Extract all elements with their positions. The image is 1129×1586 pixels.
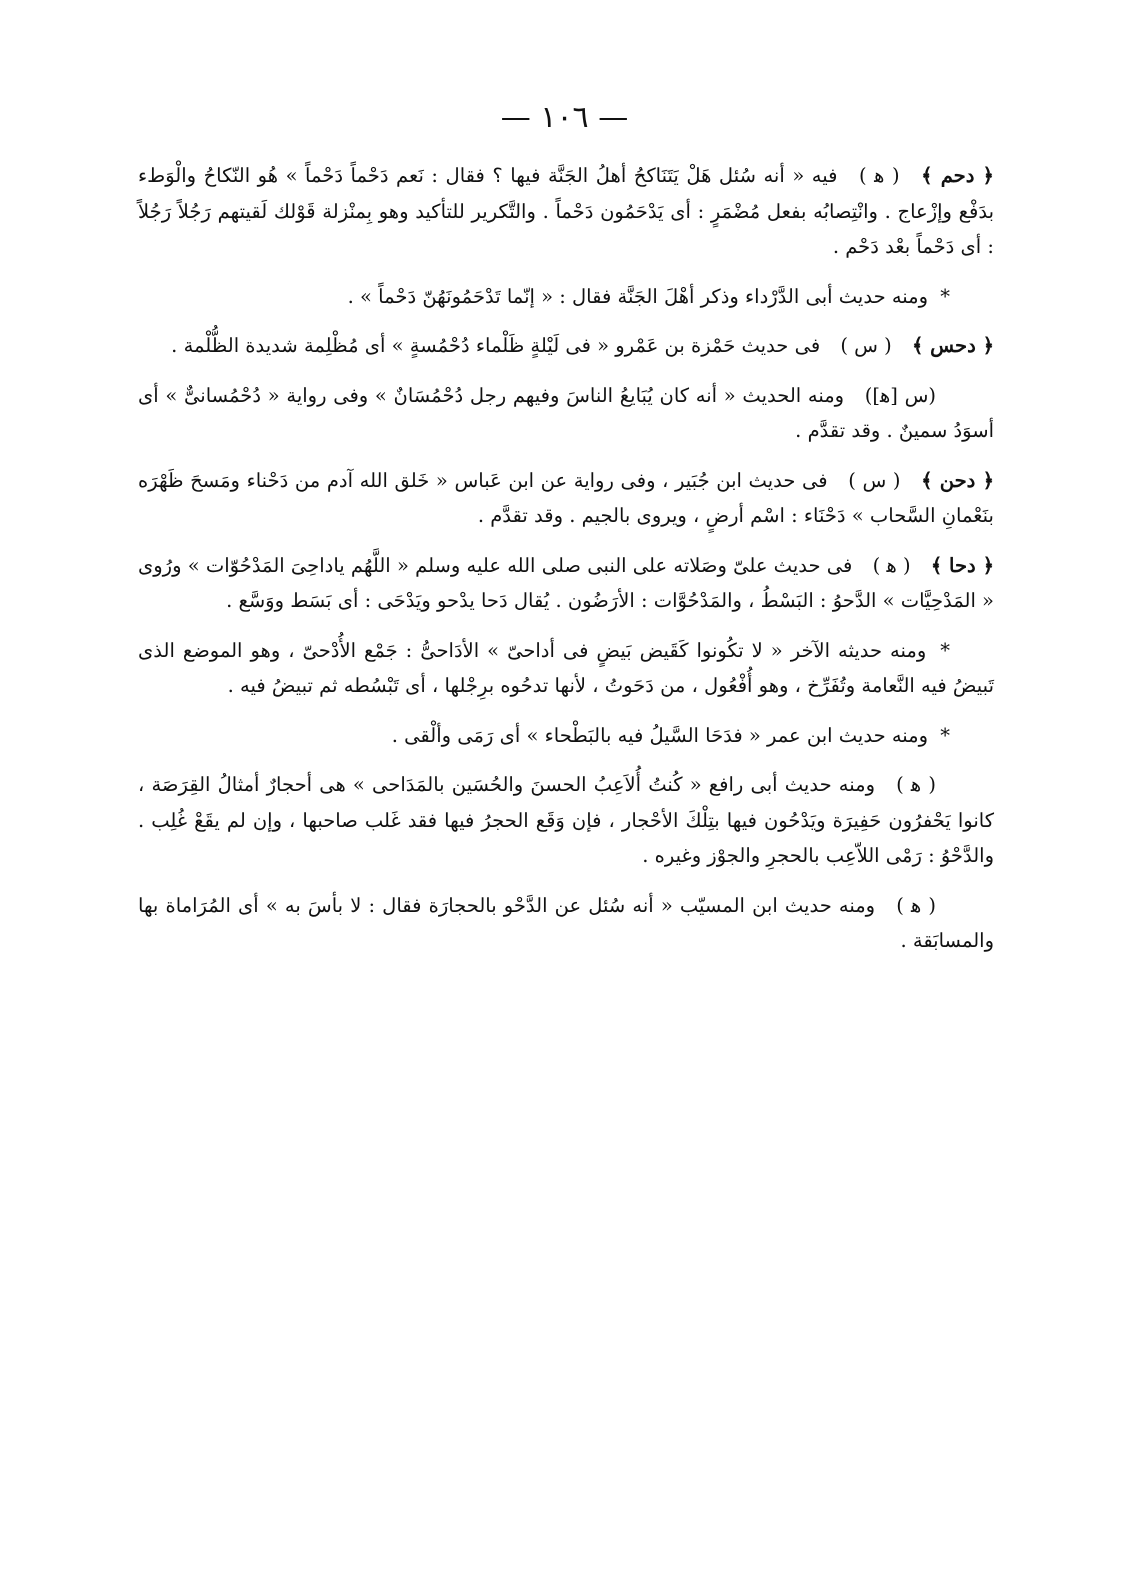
headword: ﴿ دحا ﴾ — [930, 553, 994, 577]
entry-text: فى حديث حَمْزة بن عَمْرو « فى لَيْلةٍ ظَلْماء دُحْمُسةٍ » أى مُظْلِمة شديدة الظُّلْمة . — [171, 334, 821, 357]
headword: ﴿ دحس ﴾ — [911, 334, 994, 357]
entry-dahmas — [138, 328, 994, 364]
star-marker: * — [940, 723, 950, 747]
star-marker: * — [940, 284, 950, 308]
source-marker: (س [ﻫ]) — [864, 383, 936, 407]
source-marker: ( ﻫ ) — [896, 893, 936, 917]
headword: ﴿ دحم ﴾ — [921, 164, 994, 187]
entry-dahmas-sub — [138, 378, 994, 449]
source-marker: ( ﻫ ) — [896, 773, 936, 796]
source-marker: ( س ) — [848, 468, 901, 492]
text-body — [138, 158, 994, 973]
entry-dahan — [138, 463, 994, 534]
headword: ﴿ دحن ﴾ — [921, 468, 994, 492]
entry-text: ومنه حديث أبى الدَّرْداء وذكر أهْلَ الجَنَّة فقال : « إنّما تَدْحَمُونَهُنّ دَحْماً » . — [347, 284, 929, 308]
star-marker: * — [940, 638, 950, 662]
entry-dahm — [138, 158, 994, 265]
source-marker: ( ﻫ ) — [872, 553, 911, 577]
entry-text: ومنه حديث ابن عمر « فدَحَا السَّيلُ فيه بالبَطْحاء » أى رَمَى وألْقى . — [391, 723, 929, 747]
entry-text: فيه « أنه سُئل هَلْ يَتَنَاكحُ أهلُ الجَنَّة فيها ؟ فقال : نَعم دَحْماً دَحْماً » هُو النّكاحُ والْوَطء بدَفْع وإزْعاج . وانْتِصابُه بفعل مُضْمَرٍ : أى يَدْحَمُون دَحْماً . والتَّكرير للتأكيد وهو بِمنْزلة قَوْلك لَقيتهم رَجُلاً رَجُلاً : أى دَحْماً بعْد دَحْم . — [138, 164, 994, 258]
entry-text: ومنه حديث أبى رافع « كُنتُ أُلاَعِبُ الحسنَ والحُسَين بالمَدَاحى » هى أحجارٌ أمثالُ القِرَصَة ، كانوا يَحْفرُون حَفِيرَة ويَدْحُون فيها بتِلْكَ الأحْجار ، فإن وَقَع الحجرُ فيها فقد غَلب صاحبها ، وإن لم يقَعْ غُلِب . والدَّحْوُ : رَمْى اللاّعِب بالحجرِ والجوْز وغيره . — [138, 773, 994, 867]
entry-text: ومنه الحديث « أنه كان يُبَايعُ الناسَ وفيهم رجل دُحْمُسَانٌ » وفى رواية « دُحْمُسانىٌّ » أى أسوَدُ سمينٌ . وقد تقدَّم . — [138, 383, 994, 442]
source-marker: ( س ) — [840, 334, 892, 357]
entry-daha — [138, 548, 994, 619]
entry-daha-sub-3 — [138, 767, 994, 874]
entry-text: ومنه حديثه الآخر « لا تكُونوا كَقَيض بَيضٍ فى أداحىّ » الأدَاحىُّ : جَمْع الأُدْحىّ ، وهو الموضع الذى تَبيضُ فيه النَّعامة وتُفَرِّخ ، وهو أُفْعُول ، من دَحَوتُ ، لأنها تدحُوه برِجْلها ، أى تَبْسُطه ثم تبيضُ فيه . — [138, 638, 994, 697]
source-marker: ( ﻫ ) — [859, 164, 900, 187]
entry-daha-sub-2 — [138, 718, 994, 754]
entry-daha-sub-1 — [138, 633, 994, 704]
entry-text: فى حديث علىّ وصَلاته على النبى صلى الله عليه وسلم « اللَّهُم ياداحِىَ المَدْحُوّات » ورُوى « المَدْحِيَّات » الدَّحوُ : البَسْطُ ، والمَدْحُوَّات : الأرَضُون . يُقال دَحا يدْحو ويَدْحَى : أى بَسَط ووَسَّع . — [138, 553, 994, 612]
entry-text: ومنه حديث ابن المسيّب « أنه سُئل عن الدَّحْو بالحجارَة فقال : لا بأسَ به » أى المُرَاماة بها والمسابَقة . — [138, 893, 994, 952]
entry-dahm-sub — [138, 279, 994, 315]
entry-text: فى حديث ابن جُبَير ، وفى رواية عن ابن عَباس « خَلق الله آدم من دَحْناء ومَسحَ ظَهْرَه بنَعْمانِ السَّحاب » دَحْنَاء : اسْم أرضٍ ، ويروى بالجيم . وقد تقدَّم . — [138, 468, 994, 527]
entry-daha-sub-4 — [138, 888, 994, 959]
page-number: — ١٠٦ — — [500, 100, 629, 135]
